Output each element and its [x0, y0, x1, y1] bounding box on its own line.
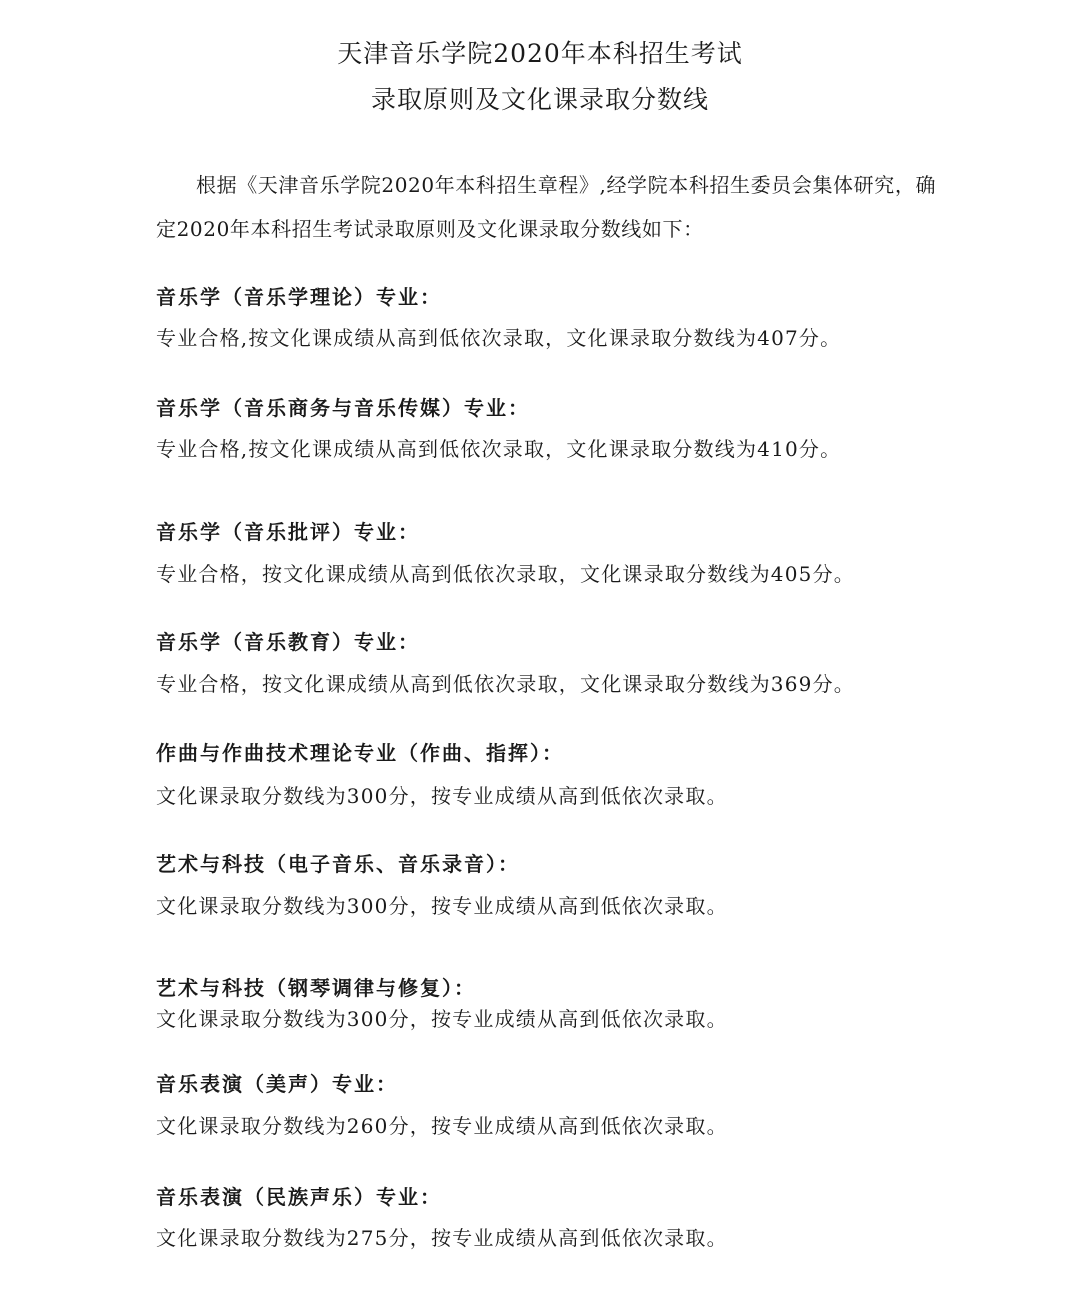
- section-heading: 音乐学（音乐商务与音乐传媒）专业：: [156, 396, 530, 420]
- intro-paragraph-line-1: 根据《天津音乐学院2020年本科招生章程》,经学院本科招生委员会集体研究，确: [196, 173, 937, 197]
- section-text: 专业合格，按文化课成绩从高到低依次录取，文化课录取分数线为405分。: [156, 562, 855, 586]
- intro-paragraph-line-2: 定2020年本科招生考试录取原则及文化课录取分数线如下：: [156, 217, 704, 241]
- document-title-line-2: 录取原则及文化课录取分数线: [370, 85, 709, 114]
- section-heading: 艺术与科技（钢琴调律与修复）：: [156, 976, 476, 1000]
- section-heading: 音乐学（音乐学理论）专业：: [156, 285, 442, 309]
- section-heading: 音乐学（音乐批评）专业：: [156, 520, 420, 544]
- section-text: 专业合格,按文化课成绩从高到低依次录取，文化课录取分数线为407分。: [156, 326, 842, 350]
- section-text: 文化课录取分数线为275分，按专业成绩从高到低依次录取。: [156, 1226, 728, 1250]
- section-heading: 音乐学（音乐教育）专业：: [156, 630, 420, 654]
- document-title-line-1: 天津音乐学院2020年本科招生考试: [337, 39, 743, 68]
- section-heading: 音乐表演（民族声乐）专业：: [156, 1185, 442, 1209]
- section-heading: 艺术与科技（电子音乐、音乐录音）：: [156, 852, 520, 876]
- section-text: 文化课录取分数线为300分，按专业成绩从高到低依次录取。: [156, 1007, 728, 1031]
- section-heading: 音乐表演（美声）专业：: [156, 1072, 398, 1096]
- section-text: 专业合格，按文化课成绩从高到低依次录取，文化课录取分数线为369分。: [156, 672, 855, 696]
- section-text: 文化课录取分数线为300分，按专业成绩从高到低依次录取。: [156, 784, 728, 808]
- section-heading: 作曲与作曲技术理论专业（作曲、指挥）：: [156, 741, 564, 765]
- section-text: 专业合格,按文化课成绩从高到低依次录取，文化课录取分数线为410分。: [156, 437, 842, 461]
- section-text: 文化课录取分数线为260分，按专业成绩从高到低依次录取。: [156, 1114, 728, 1138]
- section-text: 文化课录取分数线为300分，按专业成绩从高到低依次录取。: [156, 894, 728, 918]
